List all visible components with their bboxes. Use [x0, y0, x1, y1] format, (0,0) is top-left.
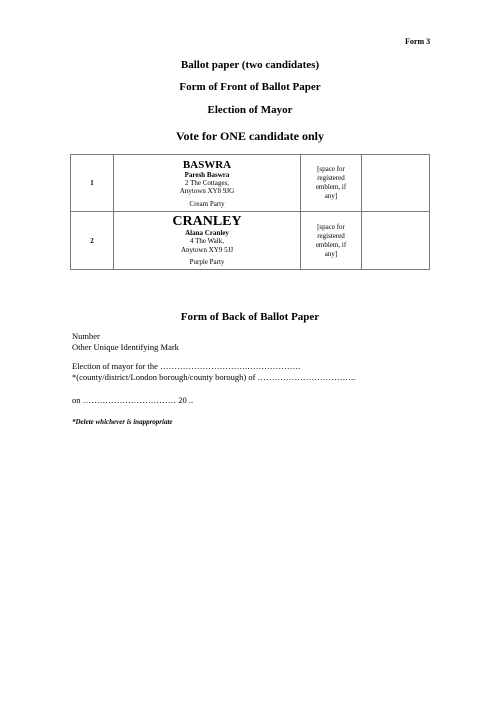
- number-label: Number: [72, 331, 100, 341]
- emblem-text-line: [space for: [317, 222, 345, 231]
- candidate-row: [71, 212, 430, 270]
- candidate-row: [71, 155, 430, 212]
- county-district-line: *(county/district/London borough/county borough) of ……………………………..: [72, 372, 356, 382]
- candidate-details: [114, 212, 301, 270]
- vote-instruction: Vote for ONE candidate only: [175, 129, 324, 143]
- candidate-party: Purple Party: [189, 258, 225, 266]
- date-line: on …………………………… 20 ..: [72, 395, 194, 405]
- candidate-address-line1: 2 The Cottages,: [184, 178, 229, 187]
- candidate-surname: BASWRA: [182, 158, 232, 171]
- candidate-full-name: Paresh Baswra: [184, 170, 230, 179]
- candidate-address-line2: Anytown XY9 5JJ: [180, 245, 234, 254]
- emblem-text-line: emblem, if: [315, 240, 347, 249]
- candidate-number: 2: [71, 212, 114, 270]
- form-number-label: Form 3: [405, 37, 431, 46]
- candidate-details: [114, 155, 301, 212]
- emblem-text-line: emblem, if: [315, 183, 347, 191]
- emblem-text-line: any]: [324, 192, 338, 200]
- vote-mark-box[interactable]: [362, 212, 430, 270]
- emblem-text-line: registered: [317, 231, 345, 240]
- ballot-table: [70, 154, 430, 270]
- emblem-space: [301, 155, 362, 212]
- emblem-text-line: [space for: [317, 165, 345, 173]
- candidate-surname: CRANLEY: [172, 214, 242, 229]
- emblem-space: [301, 212, 362, 270]
- candidate-full-name: Alana Cranley: [185, 229, 229, 237]
- front-form-title: Form of Front of Ballot Paper: [179, 81, 321, 93]
- election-of-mayor-line: Election of mayor for the ………………………….……………….: [72, 361, 301, 371]
- emblem-text-line: any]: [324, 249, 338, 258]
- vote-mark-box[interactable]: [362, 155, 430, 212]
- candidate-address-line1: 4 The Walk,: [190, 237, 224, 245]
- candidate-number: 1: [71, 155, 114, 212]
- candidate-party: Cream Party: [189, 199, 225, 208]
- unique-mark-label: Other Unique Identifying Mark: [72, 342, 179, 352]
- delete-footnote: *Delete whichever is inappropriate: [72, 418, 173, 426]
- candidate-address-line2: Anytown XY8 9JG: [179, 187, 235, 195]
- emblem-text-line: registered: [317, 174, 345, 182]
- ballot-paper-title: Ballot paper (two candidates): [180, 59, 320, 71]
- election-title: Election of Mayor: [207, 104, 293, 116]
- back-form-title: Form of Back of Ballot Paper: [180, 311, 320, 323]
